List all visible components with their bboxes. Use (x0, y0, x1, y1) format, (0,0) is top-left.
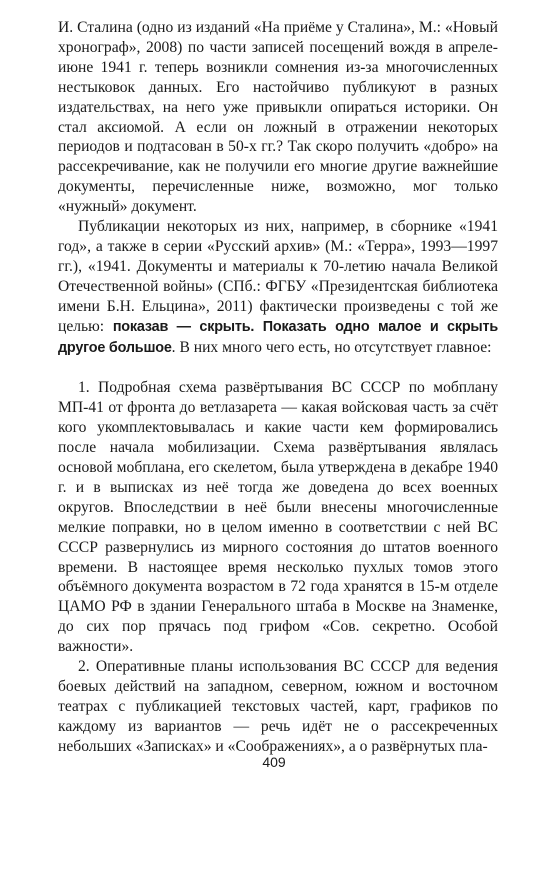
paragraph-3-text: 1. Подробная схема развёртывания ВС СССР по мобплану МП-41 от фронта до ветлазарета — какая войсковая часть за счёт кого укомплектовывалась и какие части кем формировались после начала мобилизации. Схема развёртывания являлась основой мобплана, его скелетом, была утверждена в декабре 1940 г. и в выписках из неё тогда же доведена до всех военных округов. Впоследствии в неё были внесены многочисленные мелкие поправки, но в целом именно в соответствии с ней ВС СССР развернулись из мирного состояния до штатов военного времени. В настоящее время несколько пухлых томов этого объёмного документа возрастом в 72 года хранятся в 15-м отделе ЦАМО РФ в здании Генерального штаба в Москве на Знаменке, до сих пор прячась под грифом «Сов. секретно. Особой важности». (58, 379, 498, 656)
paragraph-1 (58, 18, 498, 217)
paragraph-2-text-a: Публикации некоторых из них, например, в сборнике «1941 год», а также в серии «Русский архив» (М.: «Терра», 1993—1997 гг.), «1941. Документы и материалы к 70-летию начала Великой Отечественной войны» (СПб.: ФГБУ «Президентская библиотека имени Б.Н. Ельцина», 2011) фактически произведены с той же целью: (58, 218, 498, 335)
paragraph-gap (58, 358, 498, 378)
page-number: 409 (262, 754, 286, 770)
paragraph-2 (58, 217, 498, 358)
paragraph-4 (58, 657, 498, 757)
page-body (58, 18, 498, 757)
paragraph-1-text: И. Сталина (одно из изданий «На приёме у Сталина», М.: «Новый хронограф», 2008) по части записей посещений вождя в апреле-июне 1941 г. теперь возникли сомнения из-за многочисленных нестыковок данных. Его настойчиво публикуют в разных издательствах, на него уже привыкли опираться историки. Он стал аксиомой. А если он ложный в отражении некоторых периодов и подтасован в 50-х гг.? Так скоро получить «добро» на рассекречивание, как не получили его многие другие важнейшие документы, перечисленные ниже, возможно, мог только «нужный» документ. (58, 19, 498, 216)
paragraph-3 (58, 378, 498, 657)
paragraph-4-text: 2. Оперативные планы использования ВС СССР для ведения боевых действий на западном, северном, южном и восточном театрах с публикацией текстовых частей, карт, графиков по каждому из вариантов — речь идёт не о рассекреченных небольших «Записках» и «Соображениях», а о развёрнутых пла- (58, 658, 498, 755)
paragraph-2-bold-text: показав — скрыть. Показать одно малое и скрыть другое большое (58, 318, 499, 356)
paragraph-2-text-b: . В них много чего есть, но отсутствует главное: (171, 338, 492, 356)
